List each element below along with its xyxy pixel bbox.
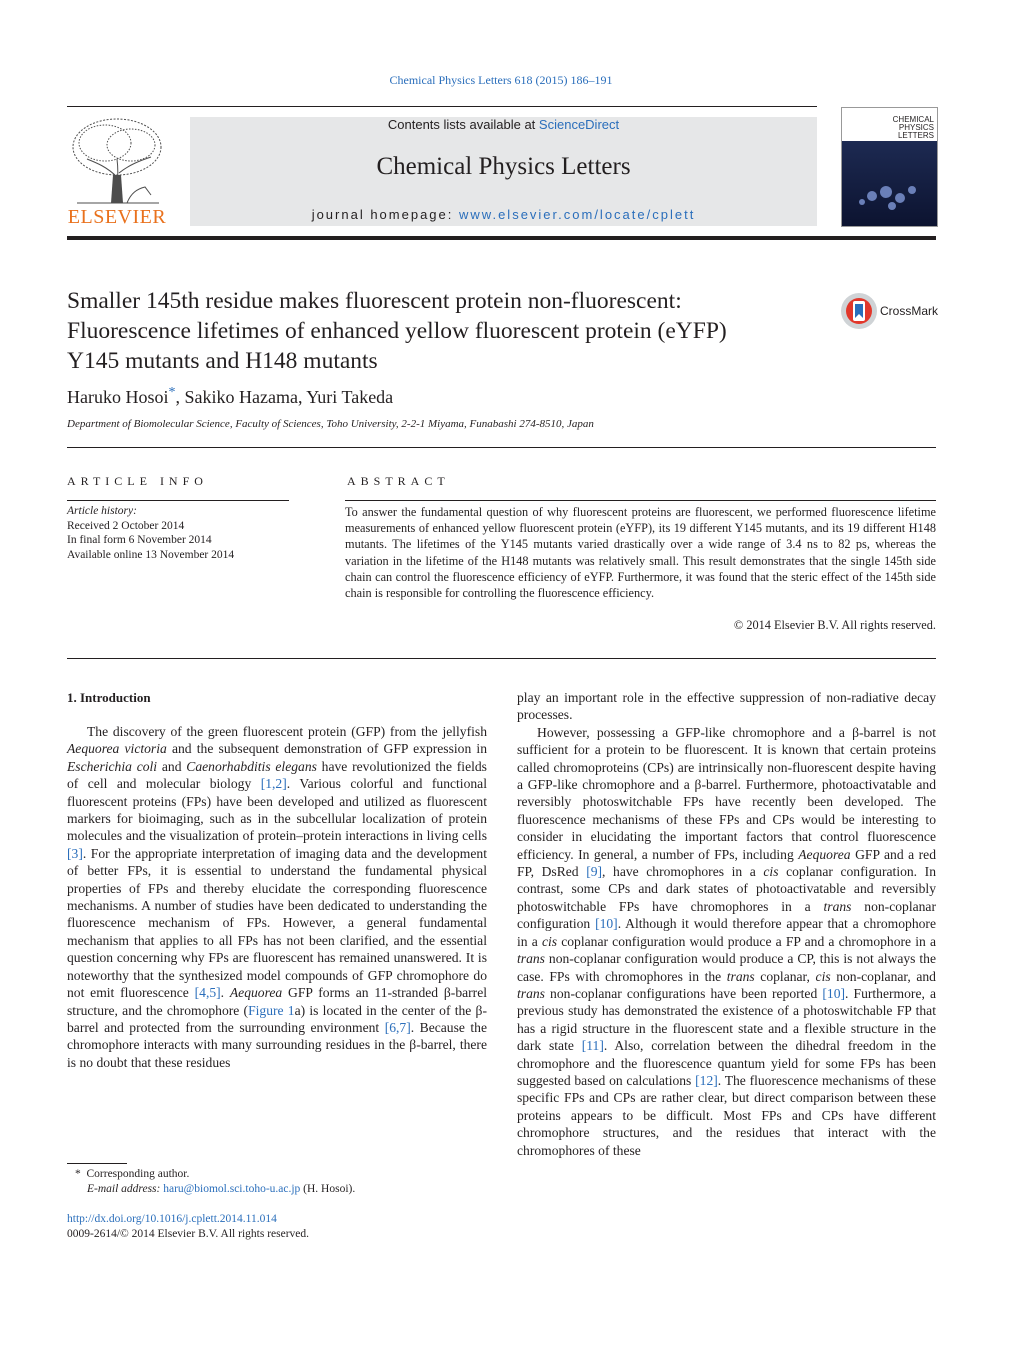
online-date: Available online 13 November 2014 (67, 548, 235, 561)
corresponding-author-marker[interactable]: * (168, 385, 176, 400)
revised-date: In final form 6 November 2014 (67, 534, 212, 546)
email-suffix: (H. Hosoi). (300, 1183, 356, 1195)
footnote-rule (67, 1163, 127, 1164)
author-names: , Sakiko Hazama, Yuri Takeda (175, 387, 394, 407)
body-column-left (67, 723, 487, 1071)
article-info-label: ARTICLE INFO (67, 474, 208, 488)
reference-link[interactable]: [12] (695, 1072, 718, 1088)
crossmark-badge[interactable] (840, 292, 940, 332)
reference-link[interactable]: [11] (581, 1038, 604, 1054)
author-name: Haruko Hosoi (67, 387, 169, 407)
top-rule (67, 106, 817, 107)
crossmark-label: CrossMark (880, 304, 939, 318)
reference-link[interactable]: [3] (67, 845, 83, 861)
title-line: Fluorescence lifetimes of enhanced yellow fluorescent protein (eYFP) (67, 318, 727, 344)
affiliation: Department of Biomolecular Science, Faculty of Sciences, Toho University, 2-2-1 Miyama, Funabashi 274-8510, Japan (67, 418, 594, 430)
title-line: Smaller 145th residue makes fluorescent protein non-fluorescent: (67, 288, 682, 314)
paragraph: play an important role in the effective suppression of non-radiative decay processes. (517, 690, 936, 723)
abstract-label: ABSTRACT (347, 474, 450, 488)
header-rule (67, 236, 936, 240)
email-label: E-mail address: (87, 1183, 161, 1195)
paragraph: The discovery of the green fluorescent protein (GFP) from the jellyfish Aequorea victoria and the subsequent demonstration of GFP expression in Escherichia coli and Caenorhabditis elegans have revolutionized the fields of cell and molecular biology [1,2]. Various colorful and functional fluorescent proteins (FPs) have been developed and utilized as fluorescent markers for bioimaging, such as in the subcellular localization of protein molecules and the visualization of protein–protein interactions in living cells [3]. For the appropriate interpretation of imaging data and the development of better FPs, it is essential to understand the fundamental physical properties of FPs and thereby elucidate the corresponding fluorescence mechanisms. A number of studies have been dedicated to understanding the fluorescence mechanism of FPs. However, a general fundamental mechanism that applies to all FPs has not been clarified, and the essential question concerning why FPs are fluorescent has remained unanswered. It is noteworthy that the synthesized model compounds of GFP chromophore do not emit fluorescence [4,5]. Aequorea GFP forms an 11-stranded β-barrel structure, and the chromophore (Figure 1a) is located in the center of the β-barrel and protected from the surrounding environment [6,7]. Because the chromophore interacts with many surrounding residues in the β-barrel, there is no doubt that these residues (67, 724, 488, 1070)
article-title (67, 286, 827, 376)
author-list (67, 385, 393, 408)
figure-link[interactable]: Figure 1 (248, 1002, 295, 1018)
issn-copyright: 0009-2614/© 2014 Elsevier B.V. All rights reserved. (67, 1228, 310, 1240)
elsevier-wordmark: ELSEVIER (67, 206, 167, 228)
received-date: Received 2 October 2014 (67, 519, 185, 532)
history-label: Article history: (67, 505, 137, 517)
sciencedirect-link[interactable]: ScienceDirect (538, 117, 620, 132)
journal-citation[interactable]: Chemical Physics Letters 618 (2015) 186–191 (389, 73, 613, 87)
crossmark-icon (840, 292, 878, 330)
contents-prefix: Contents lists available at (387, 117, 536, 132)
homepage-prefix: journal homepage: (311, 207, 454, 222)
copyright-notice: © 2014 Elsevier B.V. All rights reserved. (733, 618, 936, 632)
abstract-text: To answer the fundamental question of why fluorescent proteins are fluorescent, we performed fluorescence lifetime measurements of enhanced yellow fluorescent protein (eYFP), its 19 different Y145 mutants, and its 19 different H148 mutants. The lifetimes of the Y145 mutants varied drastically over a wide range of 3.4 ns to 82 ps, whereas the variation in the lifetime of the H148 mutants was relatively small. This result demonstrates that the single 145th side chain can control the fluorescence efficiency of eYFP. Furthermore, it was found that the steric effect of the 145th side chain is responsible for controlling the fluorescence efficiency. (345, 505, 936, 601)
cover-molecule-image (842, 168, 937, 226)
reference-link[interactable]: [10] (822, 985, 846, 1001)
footnote-text: Corresponding author. (86, 1168, 190, 1180)
reference-link[interactable]: [9] (586, 864, 603, 880)
cover-title: CHEMICAL PHYSICS LETTERS (892, 115, 934, 140)
reference-link[interactable]: [4,5] (194, 985, 221, 1001)
journal-cover-thumbnail[interactable] (841, 107, 938, 227)
journal-masthead (190, 117, 817, 226)
affiliation-rule (67, 447, 936, 448)
journal-homepage (190, 207, 817, 222)
contents-line (190, 117, 817, 132)
email-link[interactable]: haru@biomol.sci.toho-u.ac.jp (163, 1183, 301, 1195)
article-footer (67, 1212, 309, 1242)
abstract-rule (345, 500, 936, 501)
homepage-link[interactable]: www.elsevier.com/locate/cplett (459, 207, 696, 222)
section-heading-introduction: 1. Introduction (67, 690, 151, 705)
abstract-end-rule (67, 658, 936, 659)
article-info-rule (67, 500, 289, 501)
reference-link[interactable]: [1,2] (260, 776, 287, 792)
body-column-right (517, 689, 936, 1159)
paragraph: However, possessing a GFP-like chromophore and a β-barrel is not sufficient for a protein to be fluorescent. It is known that certain proteins called chromoproteins (CPs) are intrinsically non-fluorescent despite having a GFP-like chromophore and a β-barrel. Furthermore, photoactivatable and reversibly photoswitchable FPs have recently been developed. The fluorescence mechanisms of these FPs and CPs would be interesting to consider in elucidating the important factors that control fluorescence efficiency. In general, a number of FPs, including Aequorea GFP and a red FP, DsRed [9], have chromophores in a cis coplanar configuration. In contrast, some CPs and dark states of photoactivatable and reversibly photoswitchable FPs have chromophores in a trans non-coplanar configuration [10]. Although it would therefore appear that a chromophore in a cis coplanar configuration would produce a FP and a chromophore in a trans non-coplanar configuration would produce a CP, this is not always the case. FPs with chromophores in the trans coplanar, cis non-coplanar, and trans non-coplanar configurations have been reported [10]. Furthermore, a previous study has demonstrated the existence of a photoswitchable FP that has a rigid structure in the fluorescent state and a flexible structure in the dark state [11]. Also, correlation between the dihedral freedom in the chromophore and the fluorescence quantum yield for some FPs has been suggested based on calculations [12]. The fluorescence mechanisms of these specific FPs and CPs are rather clear, but direct comparison between these proteins appears to be difficult. Most FPs and CPs have different chromophore structures, and the residues that interact with the chromophores of these (517, 724, 936, 1158)
title-line: Y145 mutants and H148 mutants (67, 348, 378, 374)
reference-link[interactable]: [10] (595, 916, 618, 932)
footnote-marker: * (75, 1168, 81, 1180)
doi-link[interactable]: http://dx.doi.org/10.1016/j.cplett.2014.11.014 (67, 1213, 277, 1225)
journal-title: Chemical Physics Letters (376, 153, 631, 180)
article-history (67, 504, 234, 562)
reference-link[interactable]: [6,7] (384, 1019, 411, 1035)
corresponding-author-footnote (75, 1167, 355, 1197)
